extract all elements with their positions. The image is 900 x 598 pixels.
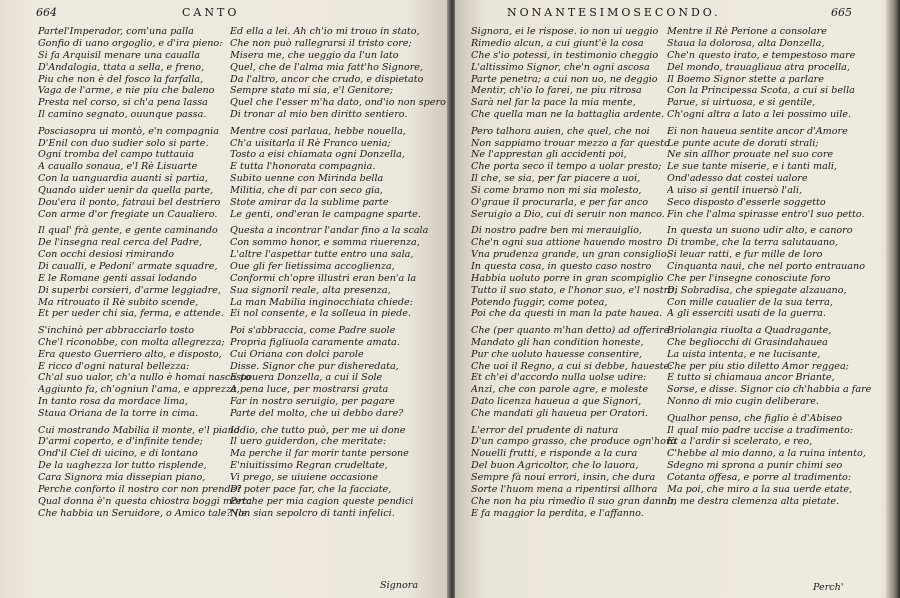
verse-line: Quel che l'esser m'ha dato, ond'io non spero [230,97,446,109]
verse-line: Il uero guiderdon, che meritate: [230,436,387,448]
verse-line: Perche conforto il nostro cor non prende? [38,483,242,495]
verse-line: Quando uider uenir da quella parte, [38,185,214,197]
verse-line: Si fa Arquisil menare una caualla [38,49,200,61]
verse-line: Presta nel corso, si ch'a pena lassa [38,97,208,109]
verse-line: Del mondo, trauagliaua atra procella, [667,61,850,73]
verse-line: E'niuitissimo Regran crudeltate, [230,460,388,472]
verse-line: Piu che non è del fosco la farfalla, [38,73,204,85]
verse-line: Cinquanta naui, che nel porto entrauano [667,260,865,272]
verse-line: Quel, che de l'alma mia fatt'ho Signore, [230,61,424,73]
verse-line: Ma perche il far morir tante persone [230,448,409,460]
verse-line: Signora, ei le rispose. io non ui ueggio [471,26,659,37]
verse-line: Era questo Guerriero alto, e disposto, [38,348,222,360]
verse-line: Di nostro padre ben mi merauiglio, [471,225,642,237]
verse-line: Cui Oriana con dolci parole [230,348,364,360]
verse-line: Ed ella a lei. Ah ch'io mi trouo in stato, [230,26,420,37]
verse-line: Fin che l'alma spirasse entro'l suo petto. [667,208,865,220]
verse-line: Oue gli fer lietissima accoglienza, [230,260,395,272]
verse-line: Si come bramo non mi sia molesto, [471,185,642,197]
verse-line: L'altre l'aspettar tutte entro una sala, [230,249,414,261]
left-column-2 [230,26,446,520]
verse-line: Ogni tromba del campo tuttauia [38,149,195,161]
verse-line: Poi s'abbraccia, come Padre suole [230,324,396,336]
verse-line: Che'n questo irato, e tempestoso mare [667,49,856,61]
verse-line: Nouelli frutti, e risponde a la cura [471,448,638,460]
verse-line: Vna prudenza grande, un gran consiglio, [471,249,670,261]
verse-line: Subito uenne con Mirinda bella [230,173,384,185]
verse-line: Sorte l'huom mena a ripentirsi allhora [471,483,658,495]
verse-line: Sarà nel far la pace la mia mente, [471,97,636,109]
verse-line: Di trombe, che la terra salutauano, [667,237,839,249]
verse-line: Partel'Imperador, com'una palla [38,26,194,37]
verse-line: Sua signoril reale, alta presenza, [230,284,391,296]
page-edge-shadow [886,0,900,598]
verse-line: Pero talhora auien, che quel, che noi [471,125,650,137]
verse-line: Che s'io potessi, in testimonio cheggio [471,49,659,61]
verse-line: Cui mostrando Mabilia il monte, e'l piano [38,424,240,436]
verse-line: In tanto rosa da mordace lima, [38,396,188,408]
verse-line: Il camino segnato, ouunque passa. [38,109,207,121]
verse-line: Di tronar al mio ben diritto sentiero. [230,109,408,121]
right-column-2 [667,26,871,508]
verse-line: Sorse, e disse. Signor cio ch'habbia a fare [667,384,872,396]
verse-line: Tosto a eisi chiamata ogni Donzella, [230,149,405,161]
verse-line: Sempre fà noui errori, insin, che dura [471,472,656,484]
verse-line: D'Andalogia, ttata a sella, e freno, [38,61,205,73]
right-page [455,0,900,598]
verse-line: Con sommo honor, e somma riuerenza, [230,237,420,249]
verse-line: Che quella man ne la battaglia ardente. [471,109,665,121]
verse-line: Ch'al suo ualor, ch'a nullo è homai nascosto [38,372,251,384]
verse-line: Che porta seco il tempo a uolar presto; [471,161,662,173]
verse-line: Iddio, che tutto può, per me ui done [230,424,406,436]
verse-line: Nonno di mio cugin deliberare. [667,396,819,408]
verse-line: Con mille caualier de la sua terra, [667,296,833,308]
verse-line: Il qual mio padre uccise a tradimento: [667,424,853,436]
verse-line: Che begliocchi di Grasindahauea [667,336,828,348]
verse-line: E tutta l'honorata compagnia. [230,161,376,173]
verse-line: Da l'altro, ancor che crudo, e dispietato [230,73,424,85]
verse-line: Con la uanguardia auanti si partia, [38,173,208,185]
verse-line: Ch'a uisitarla il Rè Franco uenia; [230,137,391,149]
verse-line: Habbia uoluto porre in gran scompiglio [471,272,664,284]
verse-line: Briolangia riuolta a Quadragante, [667,324,832,336]
verse-line: Militia, che di par con seco gia, [230,185,383,197]
verse-line: Conformi ch'opre illustri eran ben'a la [230,272,417,284]
verse-line: Et a l'ardir sì scelerato, e reo, [667,436,813,448]
verse-line: O'graue il procurarla, e per far anco [471,196,649,208]
left-page-number: 664 [36,6,57,19]
verse-line: Che per piu stio diletto Amor reggea; [667,360,849,372]
verse-line: Con occhi desiosi rimirando [38,249,175,261]
verse-line: Sempre stato mi sia, e'l Genitore; [230,85,394,97]
right-column-1 [471,26,677,520]
verse-line: Misera me, che ueggio da l'un lato [230,49,399,61]
verse-line: C'hebbe al mio danno, a la ruina intento, [667,448,866,460]
verse-line: A gli esserciti usati de la guerra. [667,308,826,320]
verse-line: Pur che uoluto hauesse consentire, [471,348,643,360]
verse-line: Che non ha piu rimedio il suo gran danno, [471,495,677,507]
verse-line: De l'insegna real cerca del Padre, [38,237,203,249]
verse-line: Di caualli, e Pedoni' armate squadre, [38,260,218,272]
verse-line: Qual donna è'n questa chiostra boggi morta [38,495,252,507]
verse-line: Parte del molto, che ui debbo dare? [230,408,404,420]
verse-line: D'Enil con duo sudier solo si parte. [38,137,209,149]
verse-line: Vi prego, se uiuiene occasione [230,472,378,484]
left-catchword: Signora [380,580,419,591]
verse-line: Tutto il suo stato, e l'honor suo, e'l nostro, [471,284,677,296]
verse-line: In questa cosa, in questo caso nostro [471,260,652,272]
verse-line: Ond'il Ciel di uicino, e di lontano [38,448,198,460]
verse-line: S'inchinò per abbracciarlo tosto [38,324,195,336]
left-page [0,0,449,598]
verse-line: Perche per mia cagion queste pendici [230,495,414,507]
verse-line: La man Mabilia inginocchiata chiede: [230,296,413,308]
verse-line: Si leuar ratti, e fur mille de loro [667,249,823,261]
verse-line: Le sue tante miserie, e i tanti mali, [667,161,838,173]
verse-line: Propria figliuola caramente amata. [230,336,400,348]
verse-line: Ma poi, che miro a la sua uerde etate, [667,483,853,495]
verse-line: Et ch'ei d'accordo nulla uolse udire: [471,372,647,384]
verse-line: Potendo fuggir, come potea, [471,296,608,308]
verse-line: Che (per quanto m'han detto) ad offerire [471,324,670,336]
verse-line: L'altissimo Signor, che'n ogni ascosa [471,61,650,73]
verse-line: Posciasopra ui montò, e'n compagnia [38,125,219,137]
verse-line: In questa un suono udir alto, e canoro [667,225,853,237]
verse-line: Staua Oriana de la torre in cima. [38,408,199,420]
verse-line: Mentre cosi parlaua, hebbe nouella, [230,125,406,137]
verse-line: Staua la dolorosa, alta Donzella, [667,37,825,49]
verse-line: Poi che da questi in man la pate hauea. [471,308,663,320]
verse-line: Et per ueder chi sia, ferma, e attende. [38,308,224,320]
verse-line: Far in nostro seruigio, per pagare [230,396,395,408]
right-catchword: Perch' [813,582,844,593]
verse-line: Aggiunto fa, ch'ogniun l'ama, e apprezza, [38,384,240,396]
verse-line: Ch'ogni altra a lato a lei possimo uile. [667,109,852,121]
right-running-head: NONANTESIMOSECONDO. [507,6,721,19]
verse-line: Questa a incontrar l'andar fino a la scala [230,225,429,237]
verse-line: Di Sobradisa, che spiegate alzauano, [667,284,847,296]
verse-line: Con arme d'or fregiate un Caualiero. [38,208,218,220]
verse-line: Ne l'apprestan gli accidenti poi, [471,149,627,161]
verse-line: Che per l'insegne conosciute foro [667,272,831,284]
verse-line: A uiso si gentil inuersò l'ali, [667,185,803,197]
verse-line: Parte penetra; a cui non uo, ne deggio [471,73,658,85]
verse-line: Che non può rallegrarsi il tristo core; [230,37,412,49]
verse-line: Sdegno mi sprona a punir chimi seo [667,460,843,472]
verse-line: E le Romane genti assai lodando [38,272,197,284]
verse-line: Mentre il Rè Perione a consolare [667,26,827,37]
verse-line: Seruigio a Dio, cui di seruir non manco. [471,208,665,220]
left-running-head: CANTO [182,6,240,19]
verse-line: Vaga de l'arme, e nie piu che baleno [38,85,215,97]
verse-line: Mandato gli han condition honeste, [471,336,644,348]
verse-line: E pouera Donzella, a cui il Sole [230,372,383,384]
verse-line: Le punte acute de dorati strali; [667,137,819,149]
verse-line: In me destra clemenza alta pietate. [667,495,840,507]
verse-line: Cara Signora mia dissepian piano, [38,472,206,484]
verse-line: Ma ritrouato il Rè subito scende, [38,296,199,308]
verse-line: Del buon Agricoltor, che lo lauora, [471,460,639,472]
verse-line: Ei non haueua sentite ancor d'Amore [667,125,848,137]
verse-line: Il che, se sia, per far piacere a uoi, [471,173,641,185]
verse-line: Con la Principessa Scota, a cui si bella [667,85,855,97]
verse-line: Gonfio di uano orgoglio, e d'ira pieno: [38,37,223,49]
verse-line: Ei nol consente, e la solleua in piede. [230,308,412,320]
verse-line: Che mandati gli haueua per Oratori. [471,408,649,420]
verse-line: Seco disposto d'esserle soggetto [667,196,826,208]
verse-line: Rimedio alcun, a cui giunt'è la cosa [471,37,644,49]
verse-line: Dou'era il ponto, fatraui bel destriero [38,196,221,208]
verse-line: Cotanta offesa, e porre al tradimento: [667,472,852,484]
verse-line: D'un campo grasso, che produce ogn'hora [471,436,677,448]
verse-line: Anzi, che con parole agre, e moleste [471,384,649,396]
verse-line: D'armi coperto, e d'infinite tende; [38,436,203,448]
verse-line: Che uoi il Regno, a cui si debbe, haueste: [471,360,673,372]
verse-line: La uista intenta, e ne lucisante, [667,348,821,360]
verse-line: A cauallo sonaua, e'l Rè Lisuarte [38,161,198,173]
left-column-1 [38,26,252,520]
verse-line: De la uaghezza lor tutto risplende, [38,460,207,472]
verse-line: A pena luce, per mostrarsi grata [230,384,389,396]
verse-line: Di superbi corsieri, d'arme leggiadre, [38,284,221,296]
verse-line: Che'n ogni sua attione hauendo mostro [471,237,663,249]
verse-line: Stote amirar da la sublime parte [230,196,389,208]
verse-line: Parue, si uirtuosa, e si gentile, [667,97,816,109]
verse-line: Il qual' frà gente, e gente caminando [38,225,218,237]
right-page-number: 665 [831,6,852,19]
verse-line: L'error del prudente di natura [471,424,619,436]
verse-line: Ond'adesso dat costei ualore [667,173,808,185]
verse-line: E fa maggior la perdita, e l'affanno. [471,507,644,519]
verse-line: Di poter pace far, che la facciate, [230,483,392,495]
verse-line: Ne sin allhor prouate nel suo core [667,149,834,161]
verse-line: Dato licenza haueua a que Signori, [471,396,642,408]
verse-line: E tutto si chiamaua ancor Briante, [667,372,835,384]
verse-line: Che'l riconobbe, con molta allegrezza; [38,336,225,348]
verse-line: Che habbia un Seruidore, o Amico tale? (le [38,507,248,519]
verse-line: Disse. Signor che pur disheredata, [230,360,399,372]
verse-line: Non sappiamo trouar mezzo a far questo [471,137,670,149]
verse-line: Le genti, ond'eran le campagne sparte. [230,208,421,220]
verse-line: Il Boemo Signor stette a parlare [667,73,824,85]
verse-line: Non sian sepolcro di tanti infelici. [230,507,395,519]
verse-line: E ricco d'ogni natural bellezza: [38,360,190,372]
verse-line: Mentir, ch'io lo farei, ne piu ritrosa [471,85,642,97]
verse-line: Qualhor penso, che figlio è d'Abiseo [667,412,843,424]
